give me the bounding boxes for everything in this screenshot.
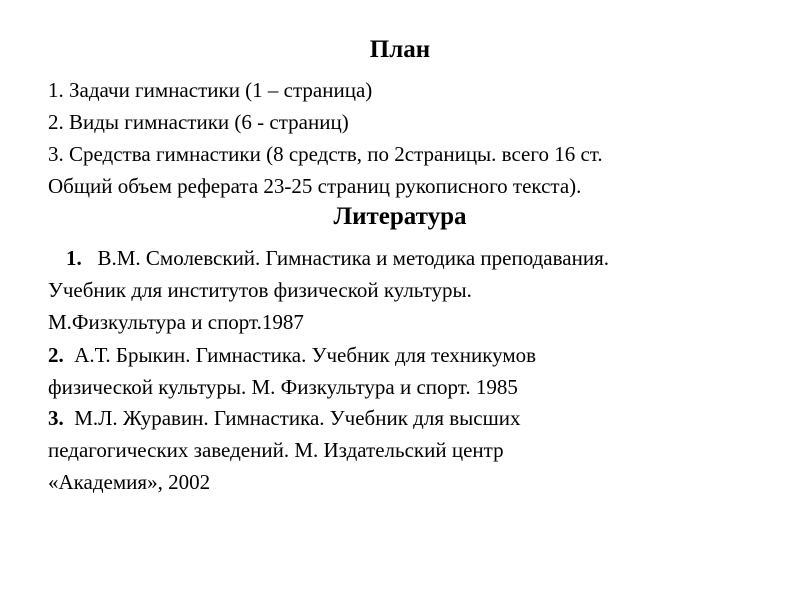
entry-number: 3. bbox=[48, 406, 64, 430]
literature-title: Литература bbox=[333, 203, 467, 230]
literature-entry-1 bbox=[66, 245, 609, 271]
entry-text: А.Т. Брыкин. Гимнастика. Учебник для техникумов bbox=[74, 343, 537, 367]
plan-item: 1. Задачи гимнастики (1 – страница) bbox=[48, 78, 373, 102]
plan-item: 2. Виды гимнастики (6 - страниц) bbox=[48, 110, 349, 134]
entry-text: физической культуры. М. Физкультура и спорт. 1985 bbox=[48, 375, 518, 399]
plan-title: План bbox=[369, 36, 431, 63]
literature-entry-3 bbox=[48, 405, 520, 431]
plan-total-note: Общий объем реферата 23-25 страниц рукописного текста). bbox=[48, 174, 582, 198]
entry-number: 1. bbox=[66, 246, 82, 270]
entry-text: М.Л. Журавин. Гимнастика. Учебник для высших bbox=[74, 406, 521, 430]
entry-text: педагогических заведений. М. Издательский центр bbox=[48, 438, 504, 462]
entry-text: Учебник для институтов физической культуры. bbox=[48, 278, 472, 302]
plan-item: 3. Средства гимнастики (8 средств, по 2страницы. всего 16 ст. bbox=[48, 142, 603, 166]
entry-number: 2. bbox=[48, 343, 64, 367]
literature-entry-2 bbox=[48, 342, 536, 368]
entry-text: «Академия», 2002 bbox=[48, 470, 211, 494]
entry-text: М.Физкультура и спорт.1987 bbox=[48, 310, 304, 334]
entry-text: В.М. Смолевский. Гимнастика и методика преподавания. bbox=[97, 246, 609, 270]
